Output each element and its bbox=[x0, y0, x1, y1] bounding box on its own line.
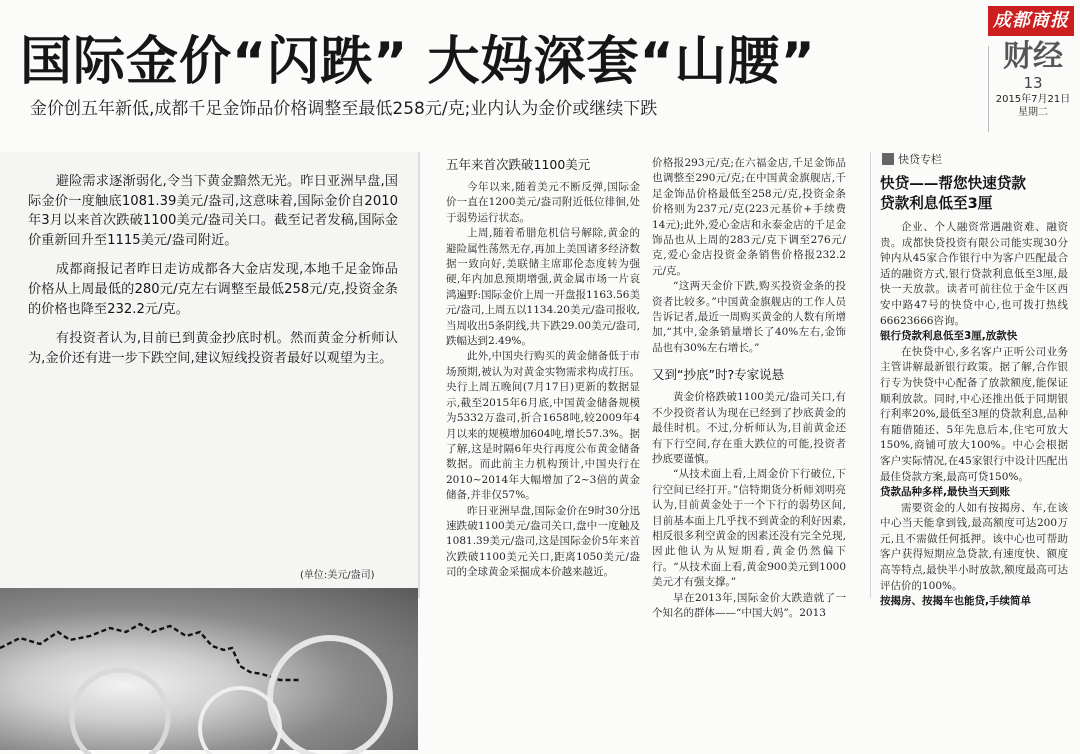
body-paragraph: 价格报293元/克;在六福金店,千足金饰品也调整至290元/克;在中国黄金旗舰店,千足金饰品价格最低至258元/克,投资金条价格则为237元/克(223元基价+手续费14元);此外,爱心金店和永泰金店的千足金饰品也从上周的283元/克下调至276元/克,爱心金店投资金条销售价格报232.2元/克。 bbox=[652, 157, 846, 277]
masthead-divider bbox=[988, 46, 989, 132]
body-paragraph: 早在2013年,国际金价大跌造就了一个知名的群体——“中国大妈”。2013 bbox=[652, 591, 846, 619]
body-paragraph: 企业、个人融资常遇融资难、融资贵。成都快贷投资有限公司能实现30分钟内从45家合作银行中为客户匹配最合适的融资方式,银行贷款利息低至3厘,最快一天放款。读者可前往位于金牛区西安中路47号的快贷中心,也可拨打热线66623666咨询。 bbox=[880, 221, 1068, 327]
chain-ring bbox=[270, 638, 390, 754]
issue-weekday: 星期二 bbox=[1018, 107, 1048, 118]
lead-paragraph: 避险需求逐渐弱化,令当下黄金黯然无光。昨日亚洲早盘,国际金价一度触底1081.39美元/盎司,这意味着,国际金价自2010年3月以来首次跌破1100美元/盎司关口。截至记者发稿,国际金价重新回升至1115美元/盎司附近。 bbox=[28, 174, 398, 248]
body-paragraph: 在快贷中心,多名客户正听公司业务主管讲解最新银行政策。据了解,合作银行专为快贷中心配备了放款额度,能保证顺利放款。同时,中心还推出低于同期银行利率20%,最低至3厘的贷款利息,品种有随借随还、5年先息后本,住宅可放大150%,商铺可放大100%。中心会根据客户实际情况,在45家银行中设计匹配出最佳贷款方案,最高可贷150%。 bbox=[880, 345, 1068, 483]
body-paragraph: 需要资金的人如有按揭房、车,在该中心当天能拿到钱,最高额度可达200万元,且不需做任何抵押。该中心也可帮助客户获得短期应急贷款,有速度快、额度高等特点,最快半小时放款,额度最高可达评估价的100%。 bbox=[880, 501, 1068, 592]
headline: 国际金价“闪跌” 大妈深套“山腰” bbox=[20, 32, 816, 92]
sidebar-title bbox=[880, 174, 1080, 214]
lead-box bbox=[0, 152, 418, 598]
column-tag bbox=[882, 152, 1080, 168]
body-paragraph: 上周,随着希腊危机信号解除,黄金的避险属性荡然无存,再加上美国诸多经济数据一致向好,美联储主席耶伦态度转为强硬,年内加息预期增强,黄金属市场一片哀鸿遍野:国际金价上周一开盘报1163.56美元/盎司,上周五以1134.20美元/盎司报收,当周收出5条阴线,共下跌29.00美元/盎司,跌幅达到2.49%。 bbox=[446, 227, 640, 348]
section-box bbox=[994, 40, 1072, 119]
gold-jewelry-photo bbox=[0, 588, 418, 750]
price-trend-line bbox=[0, 624, 300, 680]
chain-ring bbox=[200, 688, 280, 754]
body-paragraph: 黄金价格跌破1100美元/盎司关口,有不少投资者认为现在已经到了抄底黄金的最佳时机。不过,分析师认为,目前黄金还有下行空间,存在重大跌位的可能,投资者抄底要谨慎。 bbox=[652, 391, 846, 465]
brand-logo: 成都商报 bbox=[988, 6, 1074, 36]
chain-ring bbox=[72, 670, 168, 754]
chart-unit-label: (单位:美元/盎司) bbox=[300, 570, 375, 581]
subheadline: 金价创五年新低,成都千足金饰品价格调整至最低258元/克;业内认为金价或继续下跌 bbox=[30, 99, 658, 119]
article-column-2 bbox=[652, 156, 846, 619]
sidebar-column bbox=[880, 152, 1080, 608]
sidebar-title-line: 贷款利息低至3厘 bbox=[880, 195, 993, 212]
tag-square-icon bbox=[882, 153, 894, 165]
body-paragraph: “这两天金价下跌,购买投资金条的投资者比较多。”中国黄金旗舰店的工作人员告诉记者,最近一周购买黄金的人数有所增加,“其中,金条销量增长了40%左右,金饰品也有30%左右增长。” bbox=[652, 280, 846, 354]
gold-price-line-and-chain-image bbox=[0, 588, 418, 750]
column-divider bbox=[418, 152, 420, 598]
section-name: 财经 bbox=[1003, 39, 1063, 74]
body-paragraph: 今年以来,随着美元不断反弹,国际金价一直在1200美元/盎司附近低位徘徊,处于弱势运行状态。 bbox=[446, 181, 640, 224]
subheading: 又到“抄底”时?专家说悬 bbox=[652, 367, 785, 383]
body-paragraph: 此外,中国央行购买的黄金储备低于市场预期,被认为对黄金实物需求构成打压。央行上周五晚间(7月17日)更新的数据显示,截至2015年6月底,中国黄金储备规模为5332万盎司,折合1658吨,较2009年4月以来的规模增加604吨,增长57.3%。据了解,这是时隔6年央行再度公布黄金储备数据。而此前主力机构预计,中国央行在2010~2014年大幅增加了2~3倍的黄金储备,并非仅57%。 bbox=[446, 350, 640, 502]
column-tag-label: 快贷专栏 bbox=[898, 153, 942, 166]
body-paragraph: 昨日亚洲早盘,国际金价在9时30分迅速跌破1100美元/盎司关口,盘中一度触及1081.39美元/盎司,这是国际金价5年来首次跌破1100美元关口,距离1050美元/盎司的全球黄金采掘成本价越来越近。 bbox=[446, 504, 640, 579]
lead-text bbox=[28, 172, 398, 378]
sidebar-divider bbox=[870, 152, 871, 598]
page-number: 13 bbox=[1023, 74, 1043, 92]
subheading: 五年来首次跌破1100美元 bbox=[446, 157, 591, 172]
article-column-1 bbox=[446, 152, 640, 598]
issue-date: 2015年7月21日 bbox=[995, 94, 1071, 105]
sidebar-subheading: 银行贷款利息低至3厘,放款快 bbox=[880, 330, 1018, 343]
sidebar-subheading: 贷款品种多样,最快当天到账 bbox=[880, 486, 1010, 499]
sidebar-title-line: 快贷——帮您快速贷款 bbox=[880, 175, 1026, 192]
lead-paragraph: 有投资者认为,目前已到黄金抄底时机。然而黄金分析师认为,金价还有进一步下跌空间,建议短线投资者最好以观望为主。 bbox=[28, 331, 398, 366]
lead-paragraph: 成都商报记者昨日走访成都各大金店发现,本地千足金饰品价格从上周最低的280元/克左右调整至最低258元/克,投资金条的价格也降至232.2元/克。 bbox=[28, 262, 398, 317]
body-paragraph: “从技术面上看,上周金价下行破位,下行空间已经打开。”信特期货分析师刘明亮认为,目前黄金处于一个下行的弱势区间,目前基本面上几乎找不到黄金的利好因素,相反很多利空黄金的因素还没有完全兑现,因此他认为从短期看,黄金仍然偏下行。“从技术面上看,黄金900美元到1000美元才有强支撑。” bbox=[652, 468, 846, 589]
sidebar-subheading: 按揭房、按揭车也能贷,手续简单 bbox=[880, 595, 1031, 608]
sidebar-body bbox=[880, 220, 1068, 610]
